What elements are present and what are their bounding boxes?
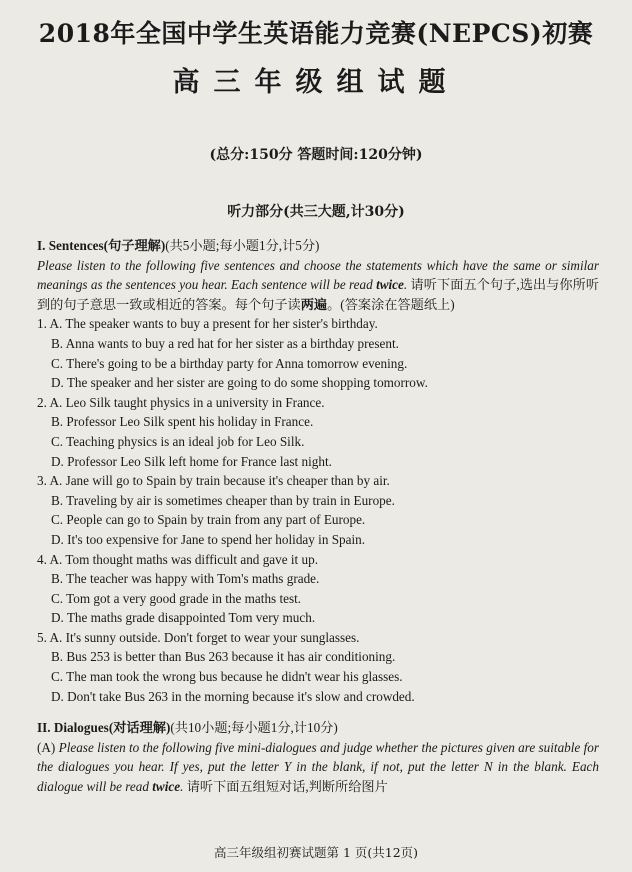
- section1-heading-info: (共5小题;每小题1分,计5分): [165, 238, 320, 253]
- question-option: C. Teaching physics is an ideal job for Leo Silk.: [51, 433, 305, 449]
- question-option: B. Traveling by air is sometimes cheaper than by train in Europe.: [51, 492, 395, 508]
- question-option: C. Tom got a very good grade in the maths test.: [51, 590, 302, 606]
- section2-heading-info: (共10小题;每小题1分,计10分): [170, 720, 338, 736]
- section2-instruction-bold: twice: [152, 779, 181, 795]
- section1-heading-cn: (句子理解): [103, 238, 166, 253]
- question-2: [37, 393, 599, 471]
- section1-instruction-en: Please listen to the following five sentences and choose the statements which have the same or similar meanings as the sentences you hear. Each sentence will be read: [37, 257, 599, 293]
- question-stem: 5. A. It's sunny outside. Don't forget to wear your sunglasses.: [37, 629, 360, 645]
- question-1: [37, 314, 599, 392]
- section1-instruction-cn: 请听下面五个句子,选出与你所听到的句子意思一致或相近的答案。每个句子读: [37, 277, 600, 312]
- section1-instruction-en-end: .: [403, 277, 411, 293]
- section2-instruction-en: Please listen to the following five mini-dialogues and judge whether the pictures given are suitable for the dialogues you hear. If yes, put the letter Y in the blank, if not, put the letter N in the blank. Each dialogue will be read: [37, 739, 599, 795]
- section2-instruction: [37, 738, 599, 797]
- question-stem: 1. A. The speaker wants to buy a present for her sister's birthday.: [37, 316, 378, 332]
- section1-instruction: [37, 256, 599, 315]
- section2-instruction-en-end: .: [180, 779, 187, 795]
- question-3: [37, 471, 599, 549]
- exam-subtitle: 高三年级组试题: [172, 67, 460, 98]
- exam-body: [37, 236, 599, 797]
- question-option: C. There's going to be a birthday party for Anna tomorrow evening.: [51, 355, 408, 371]
- question-stem: 2. A. Leo Silk taught physics in a university in France.: [37, 394, 325, 410]
- question-option: D. The maths grade disappointed Tom very much.: [51, 610, 316, 626]
- exam-meta: (总分:150分 答题时间:120分钟): [209, 147, 423, 163]
- question-option: B. The teacher was happy with Tom's maths grade.: [51, 571, 320, 587]
- section1-instruction-cn-bold: 两遍: [300, 296, 328, 312]
- question-option: D. Professor Leo Silk left home for France last night.: [51, 453, 332, 469]
- section1-instruction-cn-end: 。(答案涂在答题纸上): [327, 296, 455, 312]
- question-option: B. Bus 253 is better than Bus 263 because it has air conditioning.: [51, 649, 396, 665]
- section2-heading: [37, 718, 599, 738]
- question-stem: 4. A. Tom thought maths was difficult and gave it up.: [37, 551, 318, 567]
- question-option: D. It's too expensive for Jane to spend her holiday in Spain.: [51, 531, 366, 547]
- question-option: B. Anna wants to buy a red hat for her sister as a birthday present.: [51, 335, 399, 351]
- page-footer: 高三年级组初赛试题第 1 页(共12页): [213, 845, 419, 860]
- section2-heading-label: II. Dialogues: [37, 720, 109, 736]
- question-5: [37, 628, 599, 706]
- question-option: C. People can go to Spain by train from any part of Europe.: [51, 512, 366, 528]
- question-option: D. The speaker and her sister are going to do some shopping tomorrow.: [51, 375, 428, 391]
- section1-heading: [37, 236, 599, 256]
- section1-instruction-bold: twice: [376, 277, 404, 293]
- question-4: [37, 550, 599, 628]
- question-option: B. Professor Leo Silk spent his holiday in France.: [51, 414, 314, 430]
- part-title: 听力部分(共三大题,计30分): [227, 204, 405, 220]
- section2-heading-cn: (对话理解): [108, 720, 171, 736]
- section2-instruction-cn: 请听下面五组短对话,判断所给图片: [186, 779, 388, 795]
- question-stem: 3. A. Jane will go to Spain by train because it's cheaper than by air.: [37, 473, 390, 489]
- section2-part-label: (A): [37, 739, 59, 755]
- question-option: C. The man took the wrong bus because he didn't wear his glasses.: [51, 669, 403, 685]
- question-option: D. Don't take Bus 263 in the morning because it's slow and crowded.: [51, 688, 415, 704]
- section1-heading-label: I. Sentences: [37, 238, 104, 253]
- exam-title: 2018年全国中学生英语能力竞赛(NEPCS)初赛: [38, 19, 594, 48]
